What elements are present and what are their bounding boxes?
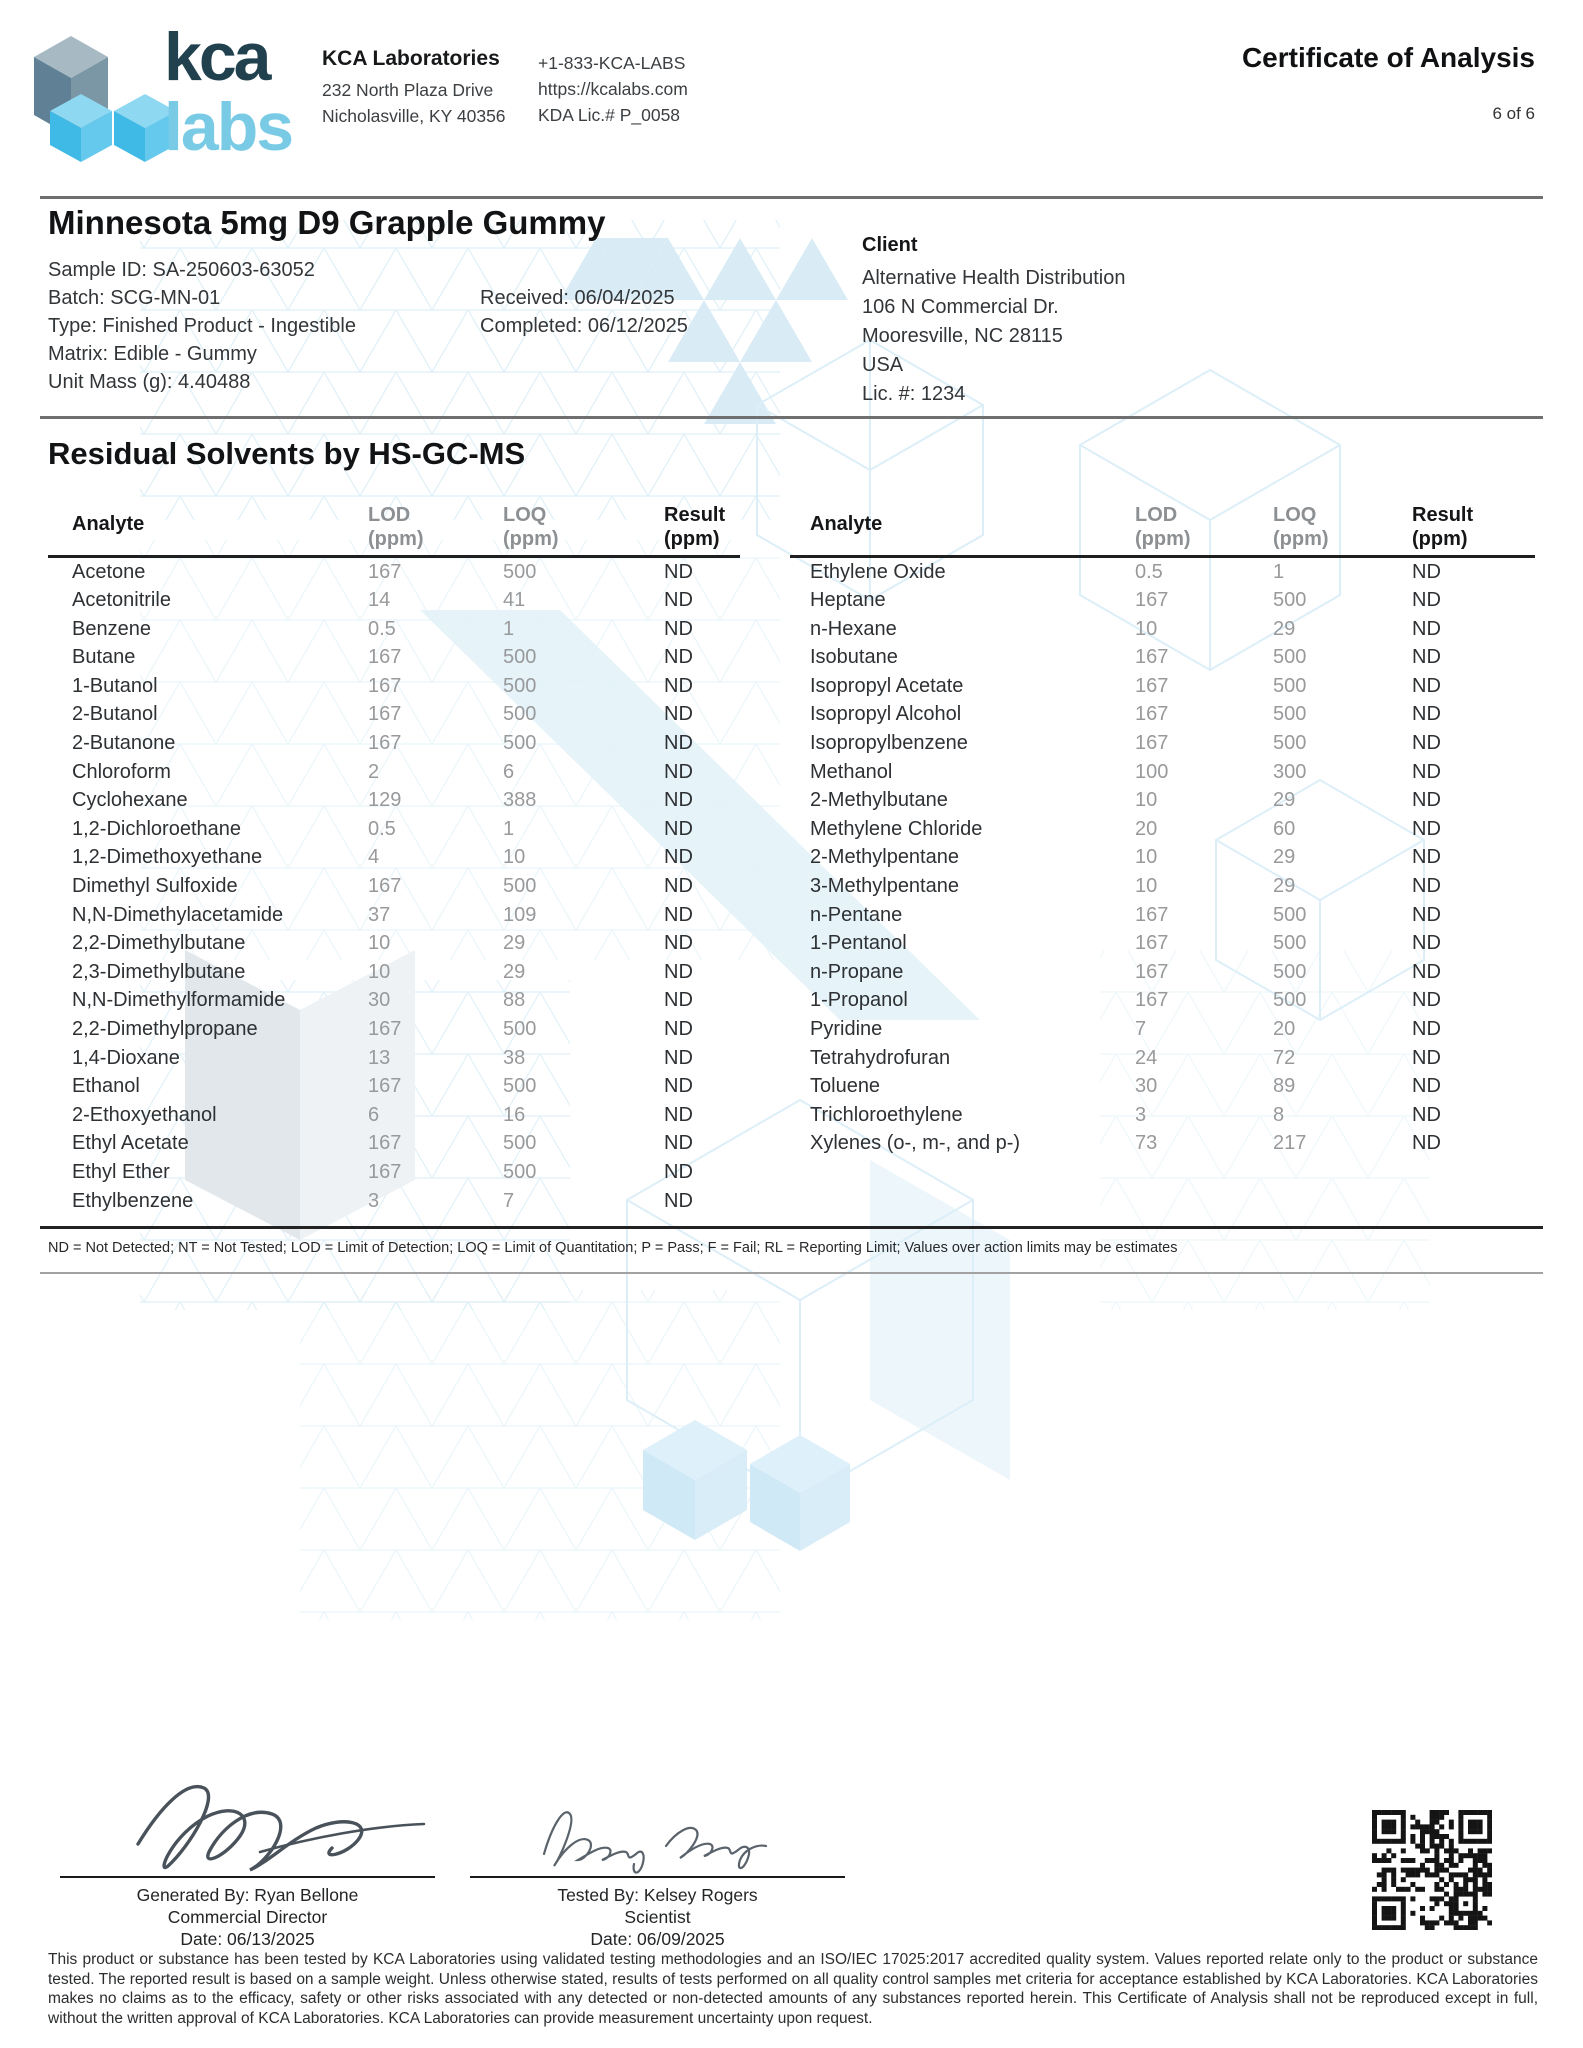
result-cell: ND (664, 1103, 693, 1126)
analyte-cell: Toluene (810, 1075, 881, 1098)
sample-matrix: Matrix: Edible - Gummy (48, 343, 257, 365)
client-country: USA (862, 354, 904, 376)
generated-by-name: Generated By: Ryan Bellone (136, 1885, 359, 1905)
result-cell: ND (664, 560, 693, 583)
analyte-cell: 2-Butanone (72, 732, 176, 755)
result-cell: ND (1412, 646, 1441, 669)
column-header-loq: LOQ (503, 503, 547, 526)
qr-code (1372, 1810, 1492, 1930)
lab-address-line2: Nicholasville, KY 40356 (322, 106, 506, 126)
lab-phone: +1-833-KCA-LABS (538, 53, 686, 73)
lab-website[interactable]: https://kcalabs.com (538, 79, 688, 99)
legal-disclaimer: This product or substance has been tested by KCA Laboratories using validated testing methodologies and an ISO/IEC 17025:2017 accredited quality system. Values reported relate only to the product or substance tested. The reported result is based on a sample weight. Unless otherwise stated, results of tests performed on all quality control samples met criteria for acceptance established by KCA Laboratories. KCA Laboratories makes no claims as to the efficacy, safety or other risks associated with any detected or non-detected amounts of any substances reported herein. This Certificate of Analysis shall not be reproduced except in full, without the written approval of KCA Laboratories. KCA Laboratories can provide measurement uncertainty upon request. (48, 1951, 1538, 2027)
lod-cell: 167 (1135, 732, 1169, 755)
generated-by-role: Commercial Director (167, 1907, 328, 1927)
loq-cell: 217 (1273, 1132, 1307, 1155)
lod-cell: 73 (1135, 1132, 1158, 1155)
lod-cell: 10 (1135, 617, 1158, 640)
column-header-loq: LOQ (1273, 503, 1317, 526)
lab-contact-block (538, 50, 688, 128)
loq-cell: 500 (503, 875, 537, 898)
result-cell: ND (1412, 875, 1441, 898)
generated-by-signature-image (120, 1768, 440, 1878)
table-row (48, 1101, 740, 1130)
solvents-table-left (48, 494, 740, 1215)
loq-cell: 29 (1273, 846, 1296, 869)
lod-cell: 7 (1135, 1018, 1147, 1040)
result-cell: ND (664, 875, 693, 898)
loq-cell: 500 (503, 646, 537, 669)
result-cell: ND (664, 1189, 693, 1212)
analyte-cell: 3-Methylpentane (810, 875, 959, 898)
table-row (48, 615, 740, 644)
result-cell: ND (1412, 846, 1441, 869)
table-row (790, 1101, 1535, 1130)
lod-cell: 167 (368, 1075, 402, 1098)
result-cell: ND (664, 674, 693, 697)
analyte-cell: Trichloroethylene (810, 1103, 963, 1126)
column-header-result-unit: (ppm) (1412, 527, 1468, 550)
loq-cell: 88 (503, 989, 526, 1012)
generated-by-signature-line (60, 1876, 435, 1878)
result-cell: ND (1412, 1046, 1441, 1069)
table-row (790, 615, 1535, 644)
loq-cell: 29 (1273, 789, 1296, 812)
result-cell: ND (1412, 589, 1441, 612)
table-header-row (790, 494, 1535, 556)
table-row (48, 700, 740, 729)
analyte-cell: 1,4-Dioxane (72, 1046, 180, 1069)
lod-cell: 100 (1135, 760, 1169, 783)
table-row (790, 901, 1535, 930)
lod-cell: 0.5 (368, 617, 396, 640)
result-cell: ND (664, 760, 693, 783)
loq-cell: 72 (1273, 1046, 1296, 1069)
table-header-row (48, 494, 740, 556)
table-row (48, 672, 740, 701)
loq-cell: 6 (503, 760, 515, 783)
table-row (48, 815, 740, 844)
sample-details-block (48, 256, 356, 396)
analyte-cell: Dimethyl Sulfoxide (72, 875, 238, 898)
analyte-cell: Isopropylbenzene (810, 732, 968, 755)
result-cell: ND (1412, 617, 1441, 640)
result-cell: ND (664, 1132, 693, 1155)
loq-cell: 41 (503, 589, 526, 612)
lod-cell: 167 (368, 1018, 402, 1040)
table-row (790, 643, 1535, 672)
loq-cell: 500 (1273, 674, 1307, 697)
loq-cell: 1 (503, 617, 515, 640)
table-row (48, 643, 740, 672)
result-cell: ND (664, 846, 693, 869)
result-cell: ND (1412, 560, 1441, 583)
column-header-analyte: Analyte (72, 513, 145, 536)
table-row (790, 872, 1535, 901)
analyte-cell: Acetonitrile (72, 589, 171, 612)
result-cell: ND (1412, 1018, 1441, 1040)
lod-cell: 0.5 (368, 817, 396, 840)
loq-cell: 10 (503, 846, 526, 869)
lod-cell: 13 (368, 1046, 391, 1069)
analyte-cell: 2,3-Dimethylbutane (72, 960, 246, 983)
lod-cell: 167 (1135, 646, 1169, 669)
section-divider (40, 416, 1543, 419)
result-cell: ND (664, 1046, 693, 1069)
logo-wordmark-kca: kca (164, 19, 269, 95)
table-row (48, 1187, 740, 1216)
result-cell: ND (1412, 674, 1441, 697)
lod-cell: 129 (368, 789, 402, 812)
table-row (790, 758, 1535, 787)
loq-cell: 20 (1273, 1018, 1296, 1040)
client-license: Lic. #: 1234 (862, 383, 966, 405)
loq-cell: 500 (1273, 732, 1307, 755)
table-row (790, 700, 1535, 729)
client-address2: Mooresville, NC 28115 (862, 325, 1063, 347)
loq-cell: 500 (1273, 589, 1307, 612)
client-block (862, 234, 1125, 409)
table-row (790, 786, 1535, 815)
lod-cell: 37 (368, 903, 391, 926)
loq-cell: 500 (503, 674, 537, 697)
lod-cell: 3 (368, 1189, 380, 1212)
lod-cell: 10 (1135, 789, 1158, 812)
analyte-cell: n-Hexane (810, 617, 897, 640)
table-row (790, 586, 1535, 615)
analyte-cell: 1-Butanol (72, 674, 158, 697)
analyte-cell: Butane (72, 646, 136, 669)
analyte-cell: Benzene (72, 617, 151, 640)
client-name: Alternative Health Distribution (862, 267, 1126, 289)
lod-cell: 10 (368, 932, 391, 955)
lod-cell: 3 (1135, 1103, 1147, 1126)
generated-by-block (60, 1884, 435, 1950)
tested-by-date: Date: 06/09/2025 (590, 1929, 725, 1949)
lod-cell: 167 (1135, 703, 1169, 726)
table-row (790, 986, 1535, 1015)
analyte-cell: Ethyl Ether (72, 1160, 170, 1183)
analyte-cell: N,N-Dimethylformamide (72, 989, 286, 1012)
table-row (48, 872, 740, 901)
sample-unit-mass: Unit Mass (g): 4.40488 (48, 371, 251, 393)
lod-cell: 30 (368, 989, 391, 1012)
table-row (48, 1015, 740, 1044)
loq-cell: 1 (503, 817, 515, 840)
lod-cell: 167 (1135, 960, 1169, 983)
analyte-cell: Methylene Chloride (810, 817, 983, 840)
loq-cell: 7 (503, 1189, 515, 1212)
table-row (48, 986, 740, 1015)
table-row (48, 556, 740, 586)
loq-cell: 29 (503, 960, 526, 983)
analyte-cell: Chloroform (72, 760, 171, 783)
sample-id: Sample ID: SA-250603-63052 (48, 259, 315, 281)
result-cell: ND (664, 817, 693, 840)
tested-by-block (470, 1884, 845, 1950)
loq-cell: 500 (503, 732, 537, 755)
lod-cell: 20 (1135, 817, 1158, 840)
analyte-cell: Ethanol (72, 1075, 140, 1098)
analyte-cell: Pyridine (810, 1018, 883, 1040)
loq-cell: 500 (1273, 960, 1307, 983)
lod-cell: 167 (368, 1160, 402, 1183)
logo-wordmark-labs: labs (164, 89, 293, 165)
table-row (48, 1129, 740, 1158)
table-row (48, 758, 740, 787)
table-row (790, 1129, 1535, 1158)
loq-cell: 29 (1273, 875, 1296, 898)
lod-cell: 167 (1135, 903, 1169, 926)
result-cell: ND (1412, 732, 1441, 755)
loq-cell: 29 (1273, 617, 1296, 640)
lod-cell: 10 (368, 960, 391, 983)
result-cell: ND (664, 903, 693, 926)
loq-cell: 500 (503, 560, 537, 583)
result-cell: ND (664, 1075, 693, 1098)
lod-cell: 24 (1135, 1046, 1158, 1069)
footnote-divider (40, 1272, 1543, 1274)
loq-cell: 29 (503, 932, 526, 955)
result-cell: ND (664, 589, 693, 612)
analyte-cell: Ethyl Acetate (72, 1132, 189, 1155)
kca-cubes-logo-icon (26, 34, 186, 169)
analyte-cell: Cyclohexane (72, 789, 188, 812)
table-row (48, 786, 740, 815)
analyte-cell: n-Propane (810, 960, 904, 983)
tested-by-name: Tested By: Kelsey Rogers (557, 1885, 758, 1905)
section-title: Residual Solvents by HS-GC-MS (48, 436, 526, 471)
result-cell: ND (664, 617, 693, 640)
result-cell: ND (1412, 1132, 1441, 1155)
lod-cell: 14 (368, 589, 391, 612)
analyte-cell: Methanol (810, 760, 893, 783)
result-cell: ND (1412, 932, 1441, 955)
analyte-cell: 1,2-Dimethoxyethane (72, 846, 263, 869)
loq-cell: 500 (503, 703, 537, 726)
lod-cell: 10 (1135, 875, 1158, 898)
completed-date: Completed: 06/12/2025 (480, 315, 688, 337)
table-row (48, 901, 740, 930)
loq-cell: 500 (503, 1160, 537, 1183)
result-cell: ND (664, 646, 693, 669)
table-row (48, 1044, 740, 1073)
column-header-lod-unit: (ppm) (1135, 527, 1191, 550)
column-header-lod: LOD (1135, 503, 1178, 526)
result-cell: ND (1412, 703, 1441, 726)
result-cell: ND (664, 1160, 693, 1183)
table-row (790, 1015, 1535, 1044)
result-cell: ND (664, 703, 693, 726)
lod-cell: 2 (368, 760, 380, 783)
lod-cell: 0.5 (1135, 560, 1163, 583)
lod-cell: 167 (1135, 589, 1169, 612)
analyte-cell: Xylenes (o-, m-, and p-) (810, 1132, 1021, 1155)
loq-cell: 8 (1273, 1103, 1285, 1126)
lod-cell: 167 (1135, 989, 1169, 1012)
analyte-cell: 2,2-Dimethylpropane (72, 1018, 258, 1040)
result-cell: ND (1412, 1075, 1441, 1098)
lod-cell: 167 (368, 646, 402, 669)
lod-cell: 167 (368, 1132, 402, 1155)
tested-by-signature-line (470, 1876, 845, 1878)
header-divider (40, 196, 1543, 199)
tested-by-role: Scientist (624, 1907, 691, 1927)
analyte-cell: 2-Methylbutane (810, 789, 948, 812)
lod-cell: 167 (1135, 674, 1169, 697)
table-row (790, 556, 1535, 586)
table-row (48, 586, 740, 615)
product-title: Minnesota 5mg D9 Grapple Gummy (48, 204, 606, 241)
client-address1: 106 N Commercial Dr. (862, 296, 1059, 318)
loq-cell: 500 (1273, 646, 1307, 669)
lab-name: KCA Laboratories (322, 47, 500, 70)
analyte-cell: Isobutane (810, 646, 898, 669)
lod-cell: 167 (368, 875, 402, 898)
analyte-cell: 2-Butanol (72, 703, 158, 726)
loq-cell: 60 (1273, 817, 1296, 840)
generated-by-date: Date: 06/13/2025 (180, 1929, 315, 1949)
result-cell: ND (664, 1018, 693, 1040)
abbreviations-footnote: ND = Not Detected; NT = Not Tested; LOD = Limit of Detection; LOQ = Limit of Quantitation; P = Pass; F = Fail; RL = Reporting Limit; Values over action limits may be estimates (48, 1240, 1178, 1256)
result-cell: ND (664, 932, 693, 955)
lod-cell: 10 (1135, 846, 1158, 869)
result-cell: ND (664, 732, 693, 755)
analyte-cell: 2,2-Dimethylbutane (72, 932, 246, 955)
tested-by-signature-image (530, 1796, 780, 1878)
loq-cell: 500 (503, 1075, 537, 1098)
result-cell: ND (1412, 760, 1441, 783)
result-cell: ND (1412, 1103, 1441, 1126)
lab-kda-license: KDA Lic.# P_0058 (538, 105, 681, 125)
result-cell: ND (1412, 789, 1441, 812)
table-bottom-divider (40, 1226, 1543, 1229)
column-header-analyte: Analyte (810, 513, 883, 536)
table-row (48, 958, 740, 987)
sample-batch: Batch: SCG-MN-01 (48, 287, 221, 309)
analyte-cell: Ethylbenzene (72, 1189, 194, 1212)
result-cell: ND (664, 960, 693, 983)
lod-cell: 167 (1135, 932, 1169, 955)
table-row (48, 729, 740, 758)
analyte-cell: 1-Propanol (810, 989, 908, 1012)
table-row (790, 815, 1535, 844)
table-row (48, 843, 740, 872)
lod-cell: 167 (368, 560, 402, 583)
analyte-cell: 1-Pentanol (810, 932, 907, 955)
loq-cell: 109 (503, 903, 537, 926)
analyte-cell: Isopropyl Alcohol (810, 703, 962, 726)
analyte-cell: Tetrahydrofuran (810, 1046, 951, 1069)
result-cell: ND (664, 989, 693, 1012)
table-row (790, 672, 1535, 701)
lod-cell: 167 (368, 703, 402, 726)
table-row (48, 1158, 740, 1187)
sample-type: Type: Finished Product - Ingestible (48, 315, 356, 337)
result-cell: ND (1412, 960, 1441, 983)
loq-cell: 500 (1273, 989, 1307, 1012)
table-row (790, 843, 1535, 872)
column-header-result: Result (1412, 503, 1474, 526)
loq-cell: 500 (1273, 903, 1307, 926)
loq-cell: 500 (1273, 703, 1307, 726)
loq-cell: 388 (503, 789, 537, 812)
solvents-table-right (790, 494, 1535, 1158)
result-cell: ND (1412, 989, 1441, 1012)
column-header-result-unit: (ppm) (664, 527, 720, 550)
column-header-loq-unit: (ppm) (1273, 527, 1329, 550)
lod-cell: 4 (368, 846, 380, 869)
lod-cell: 167 (368, 674, 402, 697)
column-header-lod-unit: (ppm) (368, 527, 424, 550)
lab-address-block (322, 46, 506, 129)
analyte-cell: 2-Ethoxyethanol (72, 1103, 217, 1126)
column-header-result: Result (664, 503, 726, 526)
result-cell: ND (1412, 903, 1441, 926)
column-header-lod: LOD (368, 503, 411, 526)
loq-cell: 16 (503, 1103, 526, 1126)
loq-cell: 89 (1273, 1075, 1296, 1098)
sample-dates-block (480, 284, 688, 340)
loq-cell: 500 (503, 1018, 537, 1040)
loq-cell: 500 (503, 1132, 537, 1155)
analyte-cell: n-Pentane (810, 903, 903, 926)
analyte-cell: Acetone (72, 560, 146, 583)
lod-cell: 167 (368, 732, 402, 755)
table-row (48, 929, 740, 958)
analyte-cell: Ethylene Oxide (810, 560, 946, 583)
loq-cell: 1 (1273, 560, 1285, 583)
table-row (790, 929, 1535, 958)
table-row (790, 729, 1535, 758)
loq-cell: 300 (1273, 760, 1307, 783)
analyte-cell: Heptane (810, 589, 886, 612)
table-row (790, 1044, 1535, 1073)
lod-cell: 6 (368, 1103, 380, 1126)
document-title: Certificate of Analysis (1241, 42, 1535, 73)
column-header-loq-unit: (ppm) (503, 527, 559, 550)
client-heading: Client (862, 234, 918, 256)
loq-cell: 500 (1273, 932, 1307, 955)
table-row (48, 1072, 740, 1101)
analyte-cell: 2-Methylpentane (810, 846, 959, 869)
loq-cell: 38 (503, 1046, 526, 1069)
table-row (790, 958, 1535, 987)
table-row (790, 1072, 1535, 1101)
received-date: Received: 06/04/2025 (480, 287, 675, 309)
lod-cell: 30 (1135, 1075, 1158, 1098)
analyte-cell: N,N-Dimethylacetamide (72, 903, 284, 926)
analyte-cell: Isopropyl Acetate (810, 674, 964, 697)
lab-address-line1: 232 North Plaza Drive (322, 80, 494, 100)
analyte-cell: 1,2-Dichloroethane (72, 817, 241, 840)
page-number: 6 of 6 (1492, 104, 1535, 123)
result-cell: ND (1412, 817, 1441, 840)
result-cell: ND (664, 789, 693, 812)
